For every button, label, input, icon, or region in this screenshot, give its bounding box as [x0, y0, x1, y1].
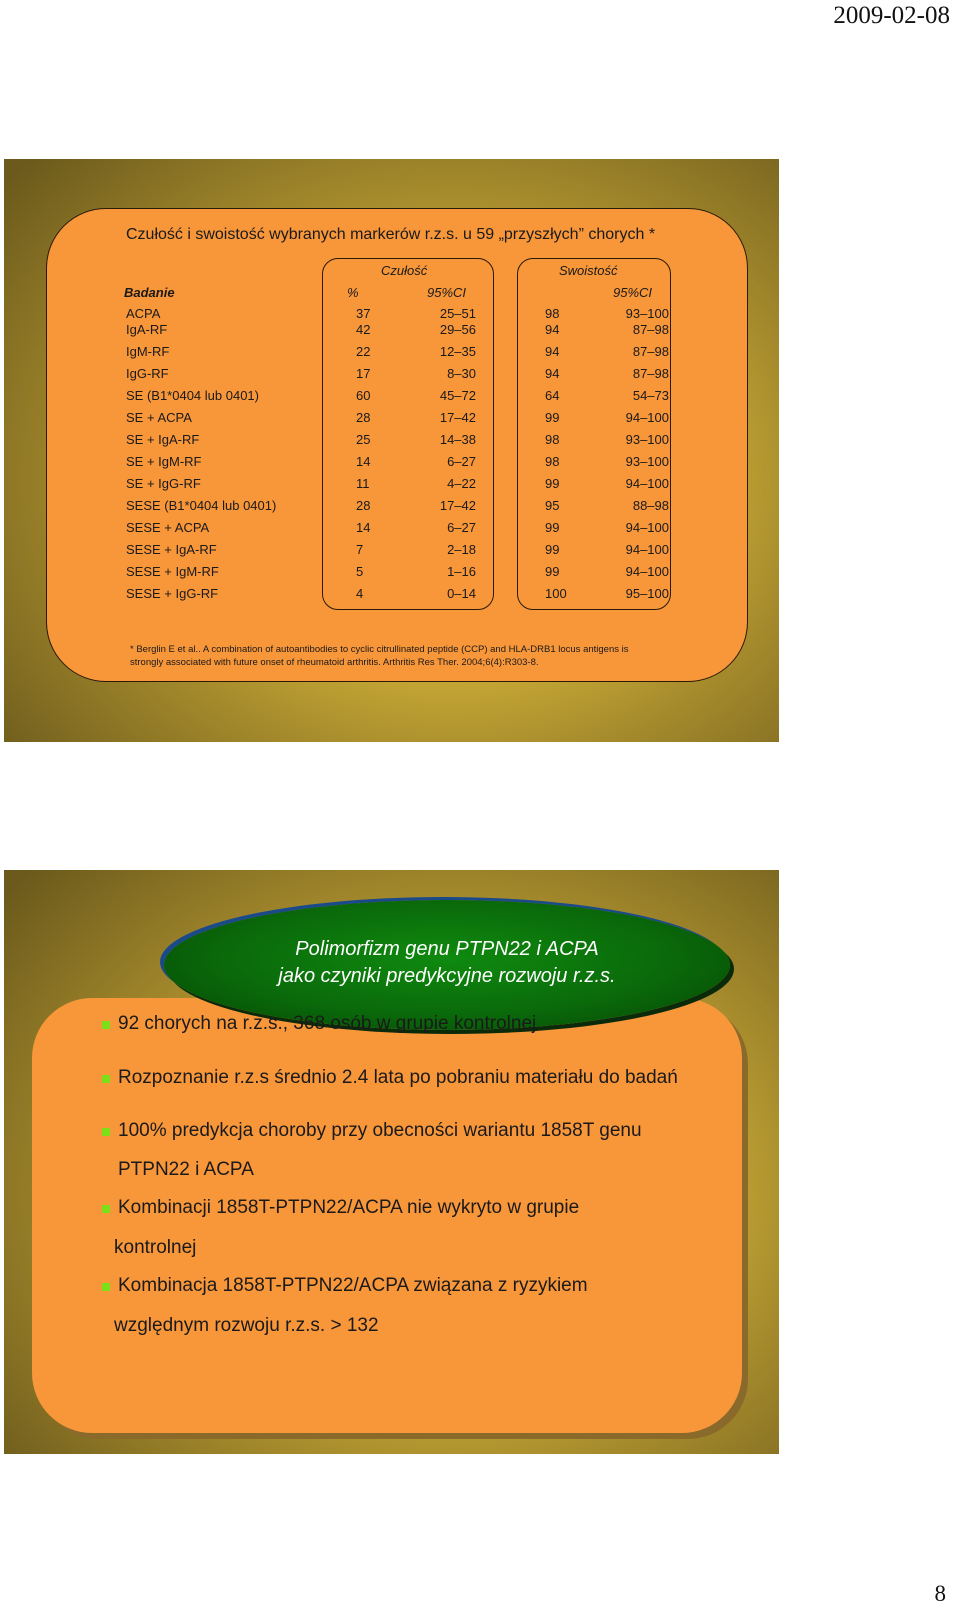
page-number: 8 [934, 1581, 946, 1606]
cell-ci-sensitivity: 4–22 [447, 476, 476, 491]
cell-percent: 37 [356, 306, 371, 321]
cell-specificity: 99 [545, 564, 560, 579]
cell-test: IgA-RF [126, 322, 168, 337]
cell-ci-specificity: 94–100 [625, 520, 669, 535]
table-row [4, 542, 779, 562]
cell-ci-specificity: 94–100 [625, 542, 669, 557]
cell-ci-specificity: 93–100 [625, 306, 669, 321]
cell-specificity: 98 [545, 454, 560, 469]
table-row [4, 322, 779, 342]
cell-specificity: 99 [545, 520, 560, 535]
header-specificity: Swoistość [559, 263, 618, 278]
cell-ci-sensitivity: 8–30 [447, 366, 476, 381]
cell-specificity: 95 [545, 498, 560, 513]
bullet-3-text: 100% predykcja choroby przy obecności wariantu 1858T genu [118, 1120, 642, 1141]
cell-specificity: 94 [545, 366, 560, 381]
bullet-2-text: Rozpoznanie r.z.s średnio 2.4 lata po pobraniu materiału do badań [118, 1067, 678, 1088]
slide-title [164, 936, 730, 990]
cell-test: SE + IgA-RF [126, 432, 200, 447]
cell-ci-specificity: 87–98 [632, 344, 669, 359]
cell-ci-sensitivity: 2–18 [447, 542, 476, 557]
slide-title-line-1: Polimorfizm genu PTPN22 i ACPA [295, 938, 599, 960]
bullet-3-text-cont: PTPN22 i ACPA [118, 1159, 254, 1180]
bullet-5-text-cont: względnym rozwoju r.z.s. > 132 [114, 1315, 379, 1336]
slide-ptpn22 [4, 870, 779, 1454]
cell-ci-sensitivity: 6–27 [447, 454, 476, 469]
bullet-marker-5 [102, 1283, 110, 1291]
header-test: Badanie [124, 285, 175, 300]
bullet-marker-4 [102, 1205, 110, 1213]
cell-test: ACPA [126, 306, 161, 321]
cell-ci-sensitivity: 14–38 [439, 432, 476, 447]
cell-ci-specificity: 87–98 [632, 366, 669, 381]
cell-ci-sensitivity: 12–35 [439, 344, 476, 359]
bullet-5-text: Kombinacja 1858T-PTPN22/ACPA związana z ryzykiem [118, 1275, 588, 1296]
cell-ci-specificity: 94–100 [625, 476, 669, 491]
bullet-marker-1 [102, 1021, 110, 1029]
cell-percent: 4 [356, 586, 364, 601]
table-row [4, 476, 779, 496]
cell-ci-specificity: 95–100 [625, 586, 669, 601]
cell-percent: 7 [356, 542, 364, 557]
cell-specificity: 100 [545, 586, 567, 601]
cell-test: SESE + ACPA [126, 520, 210, 535]
table-row [4, 454, 779, 474]
cell-test: SE + ACPA [126, 410, 192, 425]
cell-test: SESE + IgG-RF [126, 586, 219, 601]
cell-specificity: 99 [545, 410, 560, 425]
page-date: 2009-02-08 [833, 2, 950, 29]
cell-ci-specificity: 87–98 [632, 322, 669, 337]
cell-specificity: 98 [545, 306, 560, 321]
table-row [4, 344, 779, 364]
cell-percent: 60 [356, 388, 371, 403]
cell-test: SE + IgM-RF [126, 454, 202, 469]
cell-ci-specificity: 54–73 [632, 388, 669, 403]
cell-percent: 14 [356, 520, 371, 535]
cell-test: SESE + IgA-RF [126, 542, 217, 557]
cell-ci-specificity: 94–100 [625, 564, 669, 579]
header-sensitivity: Czułość [381, 263, 428, 278]
cell-percent: 28 [356, 410, 371, 425]
cell-test: SE + IgG-RF [126, 476, 201, 491]
table-row [4, 520, 779, 540]
cell-percent: 11 [356, 476, 370, 491]
bullet-4-text-cont: kontrolnej [114, 1237, 197, 1258]
cell-ci-specificity: 93–100 [625, 454, 669, 469]
cell-test: IgG-RF [126, 366, 169, 381]
slide-sensitivity-table [4, 159, 779, 742]
bullet-marker-2 [102, 1075, 110, 1083]
table-row [4, 432, 779, 452]
bullet-1-text: 92 chorych na r.z.s., 368 osób w grupie kontrolnej [118, 1013, 537, 1034]
cell-ci-sensitivity: 17–42 [439, 498, 476, 513]
table-row [4, 586, 779, 606]
cell-percent: 17 [356, 366, 371, 381]
table-row [4, 366, 779, 386]
table-row [4, 564, 779, 584]
cell-ci-sensitivity: 25–51 [439, 306, 476, 321]
cell-ci-specificity: 94–100 [625, 410, 669, 425]
cell-test: IgM-RF [126, 344, 170, 359]
cell-specificity: 94 [545, 322, 560, 337]
table-row [4, 388, 779, 408]
cell-percent: 25 [356, 432, 371, 447]
cell-ci-sensitivity: 6–27 [447, 520, 476, 535]
cell-ci-sensitivity: 1–16 [447, 564, 476, 579]
cell-ci-specificity: 88–98 [632, 498, 669, 513]
table-row [4, 410, 779, 430]
cell-specificity: 98 [545, 432, 560, 447]
cell-percent: 5 [356, 564, 364, 579]
cell-ci-specificity: 93–100 [625, 432, 669, 447]
header-ci-specificity: 95%CI [613, 285, 653, 300]
cell-percent: 14 [356, 454, 371, 469]
cell-test: SESE (B1*0404 lub 0401) [126, 498, 277, 513]
footnote-line-2: strongly associated with future onset of rheumatoid arthritis. Arthritis Res Ther. 2004;6(4):R303-8. [130, 657, 539, 668]
table-row [4, 498, 779, 518]
bullet-4-text: Kombinacji 1858T-PTPN22/ACPA nie wykryto w grupie [118, 1197, 580, 1218]
cell-test: SE (B1*0404 lub 0401) [126, 388, 259, 403]
cell-specificity: 99 [545, 542, 560, 557]
slide-title: Czułość i swoistość wybranych markerów r.z.s. u 59 „przyszłych” chorych * [126, 226, 656, 243]
bullet-marker-3 [102, 1128, 110, 1136]
cell-percent: 28 [356, 498, 371, 513]
cell-test: SESE + IgM-RF [126, 564, 219, 579]
cell-ci-sensitivity: 29–56 [439, 322, 476, 337]
cell-specificity: 94 [545, 344, 560, 359]
slide-title-line-2: jako czyniki predykcyjne rozwoju r.z.s. [278, 965, 616, 987]
header-percent: % [347, 285, 359, 300]
cell-percent: 42 [356, 322, 371, 337]
cell-ci-sensitivity: 0–14 [447, 586, 476, 601]
cell-ci-sensitivity: 17–42 [439, 410, 476, 425]
cell-ci-sensitivity: 45–72 [439, 388, 476, 403]
header-ci-sensitivity: 95%CI [427, 285, 467, 300]
cell-specificity: 64 [545, 388, 560, 403]
footnote-line-1: * Berglin E et al.. A combination of autoantibodies to cyclic citrullinated peptide (CCP) and HLA-DRB1 locus antigens is [130, 644, 629, 655]
footnote [130, 643, 690, 669]
cell-percent: 22 [356, 344, 371, 359]
cell-specificity: 99 [545, 476, 560, 491]
